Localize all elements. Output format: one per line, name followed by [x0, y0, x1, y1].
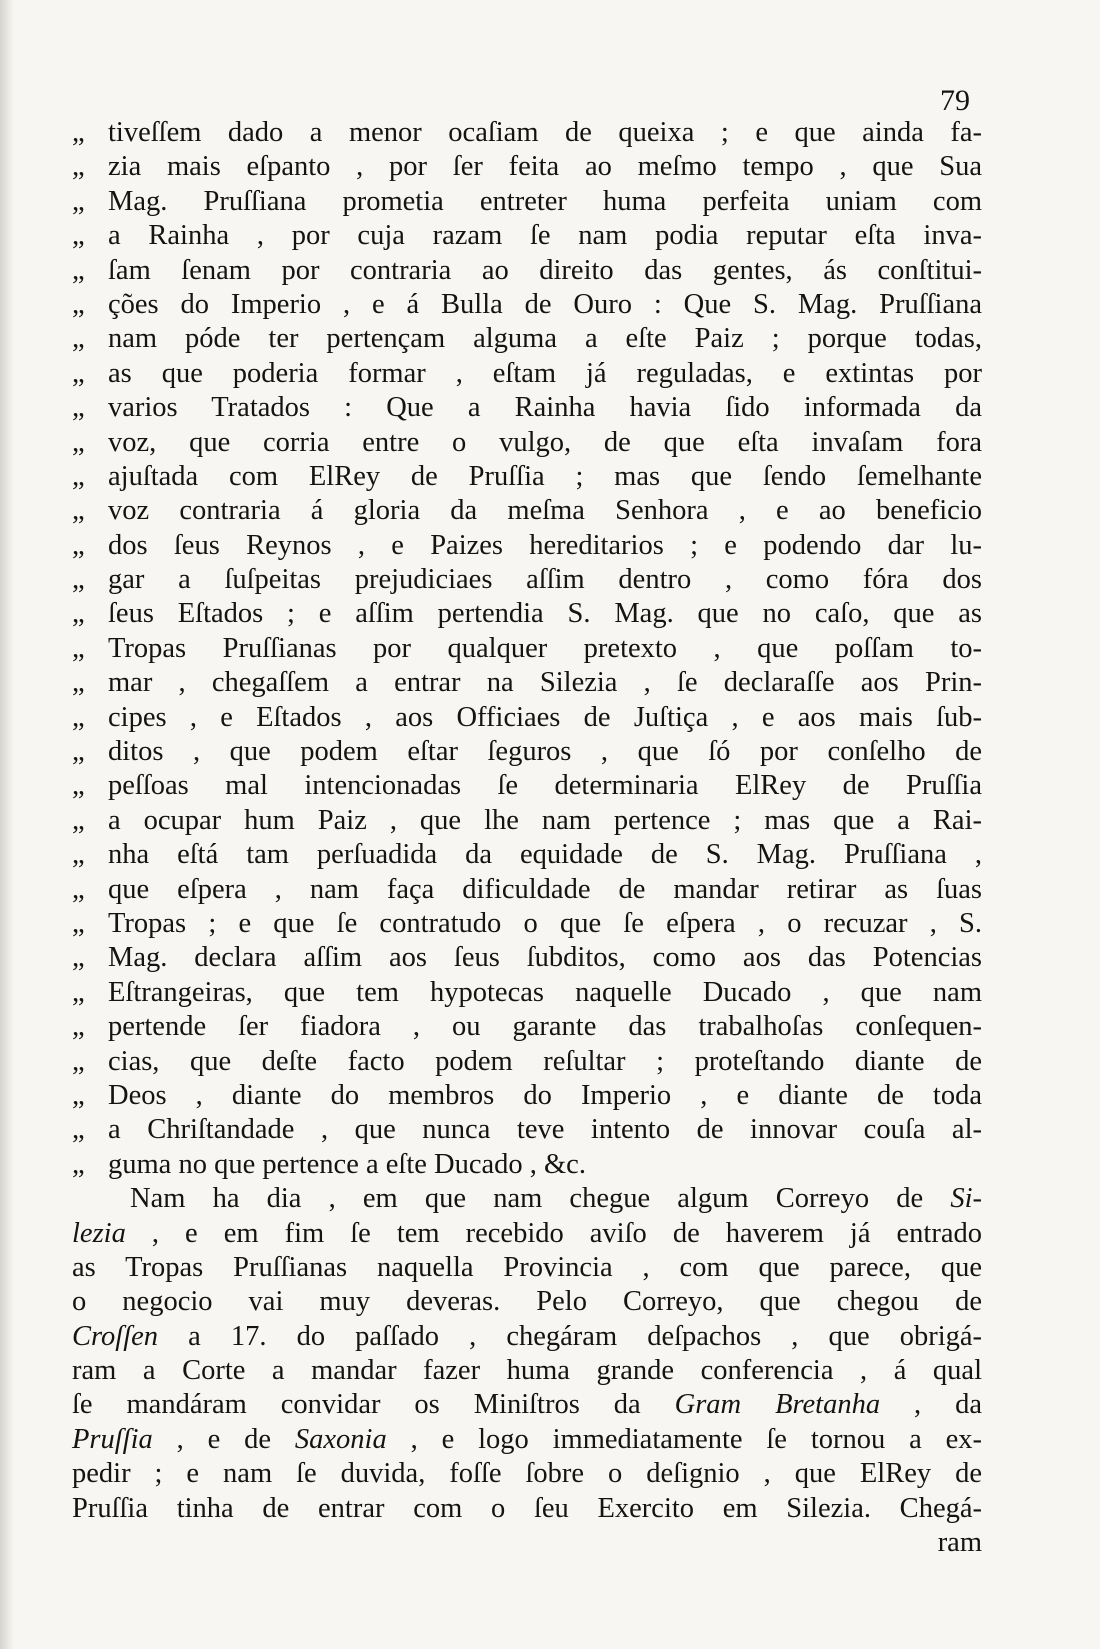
quote-mark: „ [72, 1079, 85, 1111]
paragraph-line [72, 1388, 982, 1422]
quoted-line-text: que eſpera , nam faça dificuldade de mandar retirar as ſuas [108, 873, 982, 905]
quote-mark: „ [72, 460, 85, 492]
quoted-line [72, 322, 982, 356]
quote-mark: „ [72, 151, 85, 183]
quote-mark: „ [72, 804, 85, 836]
catchword: ram [937, 1527, 982, 1559]
quoted-line [72, 1079, 982, 1113]
quote-mark: „ [72, 357, 85, 389]
line-text: , e em fim ſe tem recebido aviſo de haverem já entrado [125, 1217, 982, 1249]
quoted-line-text: Deos , diante do membros do Imperio , e diante de toda [108, 1079, 982, 1111]
quote-mark: „ [72, 873, 85, 905]
quoted-line [72, 494, 982, 528]
quoted-line-text: pertende ſer fiadora , ou garante das trabalhoſas conſequen- [108, 1011, 982, 1043]
quoted-line [72, 632, 982, 666]
quoted-line [72, 150, 982, 184]
quoted-line [72, 426, 982, 460]
quoted-line-text: a ocupar hum Paiz , que lhe nam pertence ; mas que a Rai- [108, 804, 982, 836]
italic-text: Croſſen [72, 1320, 159, 1352]
quote-mark: „ [72, 495, 85, 527]
quoted-line-text: Tropas ; e que ſe contratudo o que ſe eſpera , o recuzar , S. [108, 907, 982, 939]
quoted-line [72, 838, 982, 872]
quoted-line-text: voz, que corria entre o vulgo, de que eſta invaſam fora [108, 426, 982, 458]
quoted-line-text: ções do Imperio , e á Bulla de Ouro : Que S. Mag. Pruſſiana [108, 288, 982, 320]
quoted-line-text: Mag. Pruſſiana prometia entreter huma perfeita uniam com [108, 185, 982, 217]
paragraph-line [72, 1251, 982, 1285]
quote-mark: „ [72, 288, 85, 320]
quote-mark: „ [72, 839, 85, 871]
italic-text: Saxonia [294, 1423, 387, 1455]
quoted-line [72, 391, 982, 425]
quote-mark: „ [72, 564, 85, 596]
quoted-line [72, 976, 982, 1010]
italic-text: Si- [950, 1183, 982, 1215]
quoted-line-text: ſam ſenam por contraria ao direito das gentes, ás conſtitui- [108, 254, 982, 286]
quoted-line-text: varios Tratados : Que a Rainha havia ſido informada da [108, 392, 982, 424]
quoted-line-text: zia mais eſpanto , por ſer feita ao meſmo tempo , que Sua [108, 151, 982, 183]
quote-mark: „ [72, 323, 85, 355]
quoted-line [72, 1010, 982, 1044]
quote-mark: „ [72, 1045, 85, 1077]
quoted-line [72, 219, 982, 253]
quote-mark: „ [72, 392, 85, 424]
line-text: a 17. do paſſado , chegáram deſpachos , que obrigá- [158, 1320, 982, 1352]
quote-mark: „ [72, 667, 85, 699]
quoted-line [72, 460, 982, 494]
quoted-line-text: cias, que deſte facto podem reſultar ; proteſtando diante de [108, 1045, 982, 1077]
quoted-line [72, 529, 982, 563]
paragraph-line [72, 1492, 982, 1526]
quoted-line-text: a Rainha , por cuja razam ſe nam podia reputar eſta inva- [108, 220, 982, 252]
quoted-line [72, 254, 982, 288]
quoted-line-text: a Chriſtandade , que nunca teve intento de innovar couſa al- [108, 1114, 982, 1146]
italic-text: Pruſſia [72, 1423, 153, 1455]
quoted-line [72, 941, 982, 975]
quote-mark: „ [72, 1148, 85, 1180]
quote-mark: „ [72, 117, 85, 148]
quoted-line-text: ditos , que podem eſtar ſeguros , que ſó por conſelho de [108, 736, 982, 768]
quoted-line-text: voz contraria á gloria da meſma Senhora , e ao beneficio [108, 495, 982, 527]
quoted-line [72, 116, 982, 150]
quote-mark: „ [72, 976, 85, 1008]
text-block [72, 116, 982, 1560]
quoted-line [72, 1045, 982, 1079]
quoted-line-text: gar a ſuſpeitas prejudiciaes aſſim dentro , como fóra dos [108, 564, 982, 596]
line-text: , da [880, 1389, 983, 1421]
line-text: Nam ha dia , em que nam chegue algum Correyo de [130, 1183, 951, 1215]
line-text: , e logo immediatamente ſe tornou a ex- [386, 1423, 982, 1455]
quoted-line [72, 666, 982, 700]
quoted-line-text: tiveſſem dado a menor ocaſiam de queixa ; e que ainda fa- [108, 117, 982, 148]
quoted-line-text: as que poderia formar , eſtam já reguladas, e extintas por [108, 357, 982, 389]
page-number: 79 [940, 84, 970, 117]
paragraph-line [72, 1182, 982, 1216]
quote-mark: „ [72, 1011, 85, 1043]
paragraph-line [72, 1354, 982, 1388]
quoted-line [72, 185, 982, 219]
quote-mark: „ [72, 220, 85, 252]
quoted-line-text: peſſoas mal intencionadas ſe determinaria ElRey de Pruſſia [108, 770, 982, 802]
quote-mark: „ [72, 736, 85, 768]
quoted-line-text: Tropas Pruſſianas por qualquer pretexto , que poſſam to- [108, 632, 982, 664]
quote-mark: „ [72, 701, 85, 733]
quoted-line-text: dos ſeus Reynos , e Paizes hereditarios ; e podendo dar lu- [108, 529, 982, 561]
quote-mark: „ [72, 632, 85, 664]
line-text: as Tropas Pruſſianas naquella Provincia , com que parece, que [72, 1251, 982, 1283]
quoted-line [72, 873, 982, 907]
quote-mark: „ [72, 942, 85, 974]
page-edge-shadow [0, 0, 14, 1649]
italic-text: Gram Bretanha [674, 1389, 881, 1421]
line-text: ſe mandáram convidar os Miniſtros da [72, 1389, 675, 1421]
quoted-line [72, 357, 982, 391]
quoted-line [72, 701, 982, 735]
italic-text: lezia [72, 1217, 126, 1249]
quote-mark: „ [72, 185, 85, 217]
quoted-line-text: Eſtrangeiras, que tem hypotecas naquelle Ducado , que nam [108, 976, 982, 1008]
quoted-line-text: guma no que pertence a eſte Ducado , &c. [108, 1148, 586, 1180]
quoted-line-text: ajuſtada com ElRey de Pruſſia ; mas que ſendo ſemelhante [108, 460, 982, 492]
paragraph-line [72, 1423, 982, 1457]
quote-mark: „ [72, 529, 85, 561]
paragraph-line [72, 1457, 982, 1491]
line-text: ram a Corte a mandar fazer huma grande conferencia , á qual [72, 1355, 982, 1387]
quoted-line-text: nam póde ter pertençam alguma a eſte Paiz ; porque todas, [108, 323, 982, 355]
paragraph-line [72, 1320, 982, 1354]
quoted-line [72, 288, 982, 322]
quoted-line [72, 1148, 982, 1182]
quoted-line-text: ſeus Eſtados ; e aſſim pertendia S. Mag. que no caſo, que as [108, 598, 982, 630]
quote-mark: „ [72, 598, 85, 630]
quote-mark: „ [72, 426, 85, 458]
quoted-line-text: Mag. declara aſſim aos ſeus ſubditos, como aos das Potencias [108, 942, 982, 974]
quoted-line [72, 1113, 982, 1147]
quoted-line [72, 907, 982, 941]
paragraph-line [72, 1285, 982, 1319]
line-text: Pruſſia tinha de entrar com o ſeu Exercito em Silezia. Chegá- [72, 1492, 982, 1524]
quote-mark: „ [72, 770, 85, 802]
line-text: , e de [152, 1423, 295, 1455]
quote-mark: „ [72, 1114, 85, 1146]
quote-mark: „ [72, 907, 85, 939]
quoted-line [72, 597, 982, 631]
quoted-line [72, 563, 982, 597]
quoted-line-text: mar , chegaſſem a entrar na Silezia , ſe declaraſſe aos Prin- [108, 667, 982, 699]
line-text: pedir ; e nam ſe duvida, foſſe ſobre o deſignio , que ElRey de [72, 1458, 982, 1490]
quoted-line [72, 804, 982, 838]
line-text: o negocio vai muy deveras. Pelo Correyo, que chegou de [72, 1286, 982, 1318]
quoted-line [72, 735, 982, 769]
paragraph-line [72, 1217, 982, 1251]
quoted-line-text: cipes , e Eſtados , aos Officiaes de Juſtiça , e aos mais ſub- [108, 701, 982, 733]
quoted-line-text: nha eſtá tam perſuadida da equidade de S. Mag. Pruſſiana , [108, 839, 982, 871]
quote-mark: „ [72, 254, 85, 286]
quoted-line [72, 769, 982, 803]
